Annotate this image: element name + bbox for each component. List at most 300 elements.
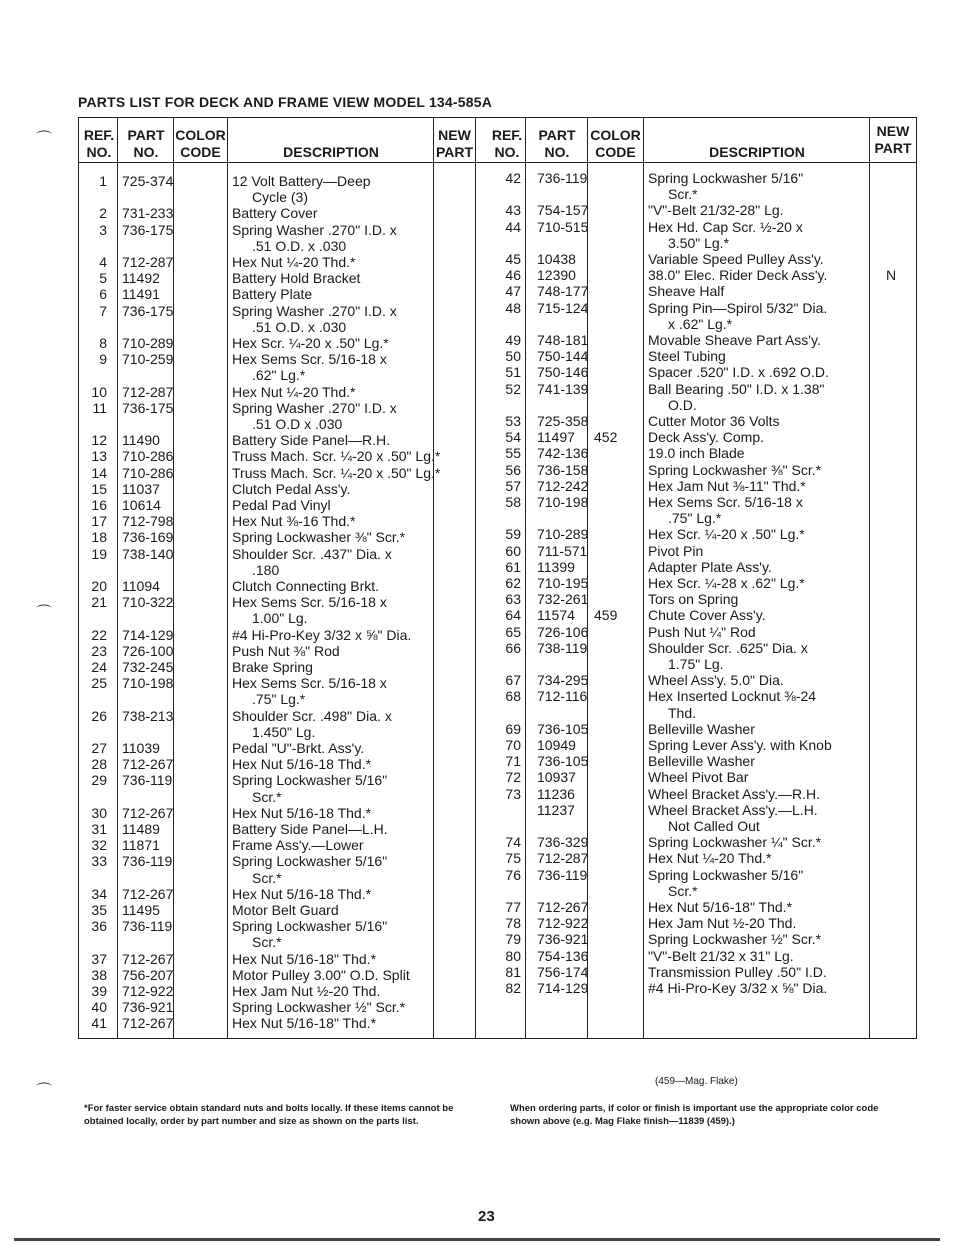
description: Hex Nut 5/16-18" Thd.*: [232, 950, 377, 967]
description: Battery Cover: [232, 205, 318, 222]
part-number: 712-922: [537, 915, 589, 932]
ref-number: 25: [91, 675, 107, 692]
part-number: 11495: [122, 902, 160, 918]
description: .51 O.D. x .030: [252, 237, 347, 254]
ref-number: 59: [505, 526, 521, 543]
part-number: 712-267: [122, 756, 174, 773]
description: Hex Hd. Cap Scr. ½-20 x: [648, 218, 803, 235]
part-number: 712-287: [122, 383, 174, 400]
part-number: 750-144: [537, 348, 589, 365]
part-number: 712-267: [122, 804, 174, 821]
part-number: 736-175: [122, 221, 174, 238]
scan-mark: ⌒: [36, 131, 53, 148]
ref-number: 22: [91, 626, 107, 643]
ref-number: 32: [91, 837, 107, 854]
ref-number: 77: [505, 899, 521, 915]
description: .51 O.D. x .030: [252, 318, 347, 335]
part-number: 736-119: [122, 853, 173, 870]
header-description: DESCRIPTION: [283, 144, 379, 160]
description: Frame Ass'y.—Lower: [232, 837, 364, 854]
ref-number: 62: [505, 575, 521, 591]
part-number: 712-287: [122, 254, 174, 270]
description: x .62" Lg.*: [668, 315, 733, 332]
part-number: 712-267: [122, 1015, 174, 1032]
part-number: 732-261: [537, 591, 589, 608]
description: Thd.: [668, 704, 697, 721]
part-number: 11490: [122, 432, 160, 449]
ref-number: 52: [505, 380, 521, 397]
part-number: 756-174: [537, 963, 589, 980]
ref-number: 57: [505, 477, 521, 494]
header-part: PART NO.: [127, 127, 165, 160]
part-number: 725-374: [122, 173, 174, 189]
ref-number: 55: [505, 445, 521, 462]
header-color: COLOR CODE: [590, 127, 641, 160]
description: Ball Bearing .50" I.D. x 1.38": [648, 380, 825, 397]
part-number: 11236: [537, 785, 575, 802]
description: 1.00" Lg.: [252, 610, 308, 627]
column-divider: [869, 118, 870, 1038]
part-number: 710-289: [122, 335, 174, 351]
description: "V"-Belt 21/32 x 31" Lg.: [648, 947, 794, 964]
part-number: 11037: [122, 480, 160, 497]
description: Hex Scr. ¼-20 x .50" Lg.*: [648, 526, 805, 543]
description: Hex Sems Scr. 5/16-18 x: [648, 494, 803, 510]
ref-number: 43: [505, 202, 521, 219]
ref-number: 31: [91, 821, 107, 837]
ref-number: 9: [99, 351, 107, 368]
description: Adapter Plate Ass'y.: [648, 558, 772, 575]
part-number: 736-921: [122, 999, 174, 1016]
part-number: 725-358: [537, 413, 589, 429]
description: Spring Lever Ass'y. with Knob: [648, 737, 832, 753]
description: Cutter Motor 36 Volts: [648, 413, 780, 429]
column-divider: [643, 118, 644, 1038]
description: Wheel Ass'y. 5.0" Dia.: [648, 672, 784, 689]
column-divider: [227, 118, 228, 1038]
ref-number: 80: [505, 947, 521, 964]
ref-number: 36: [91, 918, 107, 935]
footnote-color-ordering: When ordering parts, if color or finish is important use the appropriate color code shown above (e.g. Mag Flake finish—11839 (459).): [510, 1103, 879, 1127]
description: Truss Mach. Scr. ¼-20 x .50" Lg.*: [232, 464, 441, 481]
part-number: 12390: [537, 267, 576, 284]
color-code: 459: [594, 607, 618, 624]
ref-number: 30: [91, 804, 107, 821]
part-number: 736-105: [537, 720, 589, 737]
part-number: 10937: [537, 769, 576, 786]
ref-number: 11: [92, 399, 107, 416]
column-divider: [475, 118, 476, 1038]
ref-number: 5: [99, 270, 107, 287]
part-number: 748-181: [537, 332, 589, 348]
ref-number: 71: [505, 753, 521, 770]
description: Spring Lockwasher 5/16": [232, 918, 388, 935]
description: Shoulder Scr. .437" Dia. x: [232, 545, 392, 562]
description: Spring Lockwasher 5/16": [648, 866, 804, 883]
part-number: 736-921: [537, 931, 589, 948]
ref-number: 76: [505, 866, 521, 883]
ref-number: 50: [505, 348, 521, 365]
part-number: 738-119: [537, 639, 588, 656]
part-number: 726-100: [122, 642, 174, 659]
header-color: COLOR CODE: [175, 127, 226, 160]
ref-number: 60: [505, 542, 521, 559]
ref-number: 15: [91, 480, 107, 497]
description: #4 Hi-Pro-Key 3/32 x ⅝" Dia.: [648, 980, 828, 996]
description: Battery Side Panel—L.H.: [232, 821, 388, 837]
ref-number: 56: [505, 461, 521, 478]
part-number: 11491: [122, 286, 160, 303]
part-number: 748-177: [537, 283, 589, 300]
description: .75" Lg.*: [668, 510, 722, 527]
description: Motor Pulley 3.00" O.D. Split: [232, 966, 410, 983]
ref-number: 29: [91, 772, 107, 789]
part-number: 736-158: [537, 461, 589, 478]
description: Not Called Out: [668, 817, 760, 834]
description: #4 Hi-Pro-Key 3/32 x ⅝" Dia.: [232, 626, 412, 643]
ref-number: 75: [505, 850, 521, 867]
description: Belleville Washer: [648, 720, 755, 737]
description: Deck Ass'y. Comp.: [648, 429, 764, 446]
part-number: 710-198: [122, 675, 174, 692]
ref-number: 63: [505, 591, 521, 608]
part-number: 710-515: [537, 218, 589, 235]
description: Scr.*: [252, 788, 282, 805]
ref-number: 66: [505, 639, 521, 656]
part-number: 714-129: [122, 626, 174, 643]
description: Movable Sheave Part Ass'y.: [648, 332, 821, 348]
ref-number: 12: [91, 432, 107, 449]
description: Scr.*: [668, 186, 698, 203]
ref-number: 39: [91, 983, 107, 999]
header-new: NEW PART: [435, 127, 474, 160]
description: Scr.*: [252, 869, 282, 886]
description: Hex Inserted Locknut ⅜-24: [648, 688, 817, 705]
part-number: 712-287: [537, 850, 589, 867]
description: Push Nut ⅜" Rod: [232, 642, 340, 659]
part-number: 10949: [537, 737, 576, 753]
description: Spacer .520" I.D. x .692 O.D.: [648, 364, 829, 381]
part-number: 741-139: [537, 380, 589, 397]
part-number: 11497: [537, 429, 575, 446]
description: Spring Washer .270" I.D. x: [232, 399, 397, 416]
description: Spring Lockwasher 5/16": [232, 772, 388, 789]
ref-number: 49: [505, 332, 521, 348]
description: Brake Spring: [232, 659, 313, 675]
part-number: 11094: [122, 578, 160, 594]
ref-number: 2: [99, 205, 107, 222]
part-number: 736-105: [537, 753, 589, 770]
part-number: 738-213: [122, 707, 174, 724]
column-divider: [433, 118, 434, 1038]
ref-number: 65: [505, 623, 521, 640]
description: Spring Pin—Spirol 5/32" Dia.: [648, 299, 828, 316]
ref-number: 69: [505, 720, 521, 737]
description: O.D.: [668, 396, 697, 413]
ref-number: 78: [505, 915, 521, 932]
description: Hex Nut 5/16-18" Thd.*: [648, 899, 793, 915]
ref-number: 70: [505, 737, 521, 753]
description: Scr.*: [252, 934, 282, 951]
ref-number: 6: [99, 286, 107, 303]
part-number: 11574: [537, 607, 575, 624]
description: Cycle (3): [252, 189, 309, 206]
color-code: 452: [594, 429, 618, 446]
description: Hex Nut ⅜-16 Thd.*: [232, 513, 356, 530]
ref-number: 18: [91, 529, 107, 546]
description: Hex Nut 5/16-18 Thd.*: [232, 756, 372, 773]
part-number: 731-233: [122, 205, 174, 222]
header-divider: [79, 162, 916, 163]
part-number: 750-146: [537, 364, 589, 381]
part-number: 11237: [537, 801, 575, 818]
ref-number: 79: [505, 931, 521, 948]
header-ref: REF. NO.: [491, 127, 523, 160]
description: Transmission Pulley .50" I.D.: [648, 963, 827, 980]
description: Spring Lockwasher ½" Scr.*: [648, 931, 822, 948]
description: Hex Scr. ¼-28 x .62" Lg.*: [648, 575, 805, 591]
description: Wheel Bracket Ass'y.—R.H.: [648, 785, 821, 802]
description: Hex Sems Scr. 5/16-18 x: [232, 675, 387, 692]
scan-mark: ⌒: [36, 605, 53, 622]
description: Tors on Spring: [648, 591, 739, 608]
description: Chute Cover Ass'y.: [648, 607, 766, 624]
part-number: 736-169: [122, 529, 174, 546]
part-number: 11489: [122, 821, 160, 837]
ref-number: 44: [505, 218, 521, 235]
part-number: 712-267: [537, 899, 589, 915]
description: "V"-Belt 21/32-28" Lg.: [648, 202, 784, 219]
ref-number: 54: [505, 429, 521, 446]
ref-number: 3: [99, 221, 107, 238]
part-number: 736-175: [122, 302, 174, 319]
ref-number: 7: [99, 302, 107, 319]
part-number: 756-207: [122, 966, 174, 983]
part-number: 711-571: [537, 542, 588, 559]
header-description: DESCRIPTION: [709, 144, 805, 160]
description: Hex Scr. ¼-20 x .50" Lg.*: [232, 335, 389, 351]
description: 1.75" Lg.: [668, 655, 724, 672]
ref-number: 81: [505, 963, 521, 980]
part-number: 712-242: [537, 477, 589, 494]
ref-number: 1: [99, 173, 107, 189]
part-number: 710-289: [537, 526, 589, 543]
ref-number: 72: [505, 769, 521, 786]
column-divider: [117, 118, 118, 1038]
description: Clutch Pedal Ass'y.: [232, 480, 351, 497]
description: 1.450" Lg.: [252, 723, 316, 740]
ref-number: 19: [91, 545, 107, 562]
description: Belleville Washer: [648, 753, 755, 770]
ref-number: 46: [505, 267, 521, 284]
description: Clutch Connecting Brkt.: [232, 578, 380, 594]
description: Pedal "U"-Brkt. Ass'y.: [232, 740, 365, 756]
ref-number: 16: [91, 497, 107, 513]
description: Variable Speed Pulley Ass'y.: [648, 251, 824, 267]
part-number: 736-119: [537, 866, 588, 883]
parts-table: [78, 117, 917, 1039]
ref-number: 74: [505, 834, 521, 851]
description: Battery Plate: [232, 286, 313, 303]
part-number: 710-195: [537, 575, 589, 591]
part-number: 736-119: [122, 772, 173, 789]
new-part-flag: N: [886, 267, 897, 284]
ref-number: 14: [91, 464, 107, 481]
part-number: 736-329: [537, 834, 589, 851]
description: Hex Nut 5/16-18 Thd.*: [232, 885, 372, 902]
header-part: PART NO.: [538, 127, 576, 160]
part-number: 710-198: [537, 494, 589, 510]
description: Spring Lockwasher ⅜" Scr.*: [232, 529, 406, 546]
description: Wheel Pivot Bar: [648, 769, 749, 786]
ref-number: 47: [505, 283, 521, 300]
ref-number: 27: [91, 740, 107, 756]
part-number: 11039: [122, 740, 160, 756]
description: .62" Lg.*: [252, 367, 306, 384]
description: .51 O.D x .030: [252, 415, 343, 432]
ref-number: 33: [91, 853, 107, 870]
ref-number: 26: [91, 707, 107, 724]
ref-number: 61: [505, 558, 521, 575]
ref-number: 23: [91, 642, 107, 659]
part-number: 714-129: [537, 980, 589, 996]
ref-number: 35: [91, 902, 107, 918]
description: Hex Jam Nut ⅜-11" Thd.*: [648, 477, 806, 494]
part-number: 10438: [537, 251, 576, 267]
description: Spring Lockwasher 5/16": [232, 853, 388, 870]
ref-number: 45: [505, 251, 521, 267]
part-number: 738-140: [122, 545, 174, 562]
column-divider: [525, 118, 526, 1038]
part-number: 715-124: [537, 299, 589, 316]
ref-number: 37: [91, 950, 107, 967]
description: Spring Lockwasher 5/16": [648, 170, 804, 186]
part-number: 736-119: [122, 918, 173, 935]
ref-number: 38: [91, 966, 107, 983]
description: 19.0 inch Blade: [648, 445, 745, 462]
ref-number: 24: [91, 659, 107, 675]
description: Hex Nut 5/16-18" Thd.*: [232, 1015, 377, 1032]
description: Pivot Pin: [648, 542, 704, 559]
description: Motor Belt Guard: [232, 902, 339, 918]
description: 3.50" Lg.*: [668, 234, 730, 251]
part-number: 710-286: [122, 464, 174, 481]
header-new: NEW PART: [874, 123, 912, 156]
part-number: 754-157: [537, 202, 589, 219]
description: .180: [252, 561, 280, 578]
description: 12 Volt Battery—Deep: [232, 173, 371, 189]
scan-mark: ⌒: [36, 1083, 53, 1100]
description: Push Nut ¼" Rod: [648, 623, 756, 640]
part-number: 710-286: [122, 448, 174, 465]
part-number: 736-175: [122, 399, 174, 416]
ref-number: 48: [505, 299, 521, 316]
ref-number: 58: [505, 494, 521, 510]
description: Hex Nut ¼-20 Thd.*: [648, 850, 772, 867]
description: Hex Sems Scr. 5/16-18 x: [232, 351, 387, 368]
ref-number: 42: [505, 170, 521, 186]
part-number: 11399: [537, 558, 575, 575]
description: 38.0" Elec. Rider Deck Ass'y.: [648, 267, 828, 284]
part-number: 736-119: [537, 170, 588, 186]
description: Pedal Pad Vinyl: [232, 497, 331, 513]
part-number: 712-267: [122, 950, 174, 967]
ref-number: 13: [91, 448, 107, 465]
description: Sheave Half: [648, 283, 725, 300]
ref-number: 68: [505, 688, 521, 705]
part-number: 732-245: [122, 659, 174, 675]
part-number: 742-136: [537, 445, 589, 462]
description: Hex Nut ¼-20 Thd.*: [232, 254, 356, 270]
ref-number: 21: [91, 594, 107, 611]
ref-number: 67: [505, 672, 521, 689]
part-number: 712-267: [122, 885, 174, 902]
ref-number: 41: [91, 1015, 107, 1032]
description: Spring Washer .270" I.D. x: [232, 221, 397, 238]
ref-number: 4: [99, 254, 107, 270]
header-ref: REF. NO.: [83, 127, 115, 160]
ref-number: 28: [91, 756, 107, 773]
page-title: PARTS LIST FOR DECK AND FRAME VIEW MODEL 134-585A: [78, 94, 493, 110]
description: Hex Jam Nut ½-20 Thd.: [648, 915, 797, 932]
part-number: 712-798: [122, 513, 174, 530]
description: Scr.*: [668, 882, 698, 899]
description: Shoulder Scr. .498" Dia. x: [232, 707, 392, 724]
ref-number: 82: [505, 980, 521, 996]
footnote-standard-hardware: *For faster service obtain standard nuts and bolts locally. If these items cannot be obtained locally, order by part number and size as shown on the parts list.: [84, 1103, 454, 1127]
page-number: 23: [478, 1208, 495, 1225]
description: Spring Lockwasher ⅜" Scr.*: [648, 461, 822, 478]
description: Truss Mach. Scr. ¼-20 x .50" Lg.*: [232, 448, 441, 465]
ref-number: 64: [505, 607, 521, 624]
description: Hex Jam Nut ½-20 Thd.: [232, 983, 381, 999]
ref-number: 51: [505, 364, 521, 381]
part-number: 10614: [122, 497, 161, 513]
description: Battery Hold Bracket: [232, 270, 361, 287]
description: Battery Side Panel—R.H.: [232, 432, 390, 449]
ref-number: 73: [505, 785, 521, 802]
part-number: 734-295: [537, 672, 589, 689]
description: Shoulder Scr. .625" Dia. x: [648, 639, 808, 656]
part-number: 712-116: [537, 688, 588, 705]
ref-number: 8: [99, 335, 107, 351]
part-number: 726-106: [537, 623, 589, 640]
description: Hex Nut 5/16-18 Thd.*: [232, 804, 372, 821]
ref-number: 40: [91, 999, 107, 1016]
ref-number: 10: [91, 383, 107, 400]
bottom-rule: [14, 1238, 940, 1241]
part-number: 710-259: [122, 351, 174, 368]
ref-number: 20: [91, 578, 107, 594]
part-number: 11871: [122, 837, 160, 854]
part-number: 712-922: [122, 983, 174, 999]
description: Spring Lockwasher ¼" Scr.*: [648, 834, 822, 851]
part-number: 754-136: [537, 947, 589, 964]
description: Wheel Bracket Ass'y.—L.H.: [648, 801, 818, 818]
description: Spring Lockwasher ½" Scr.*: [232, 999, 406, 1016]
description: Hex Sems Scr. 5/16-18 x: [232, 594, 387, 611]
part-number: 11492: [122, 270, 160, 287]
description: Hex Nut ¼-20 Thd.*: [232, 383, 356, 400]
ref-number: 34: [91, 885, 107, 902]
description: Steel Tubing: [648, 348, 726, 365]
color-code-note: (459—Mag. Flake): [655, 1076, 738, 1087]
part-number: 710-322: [122, 594, 174, 611]
description: .75" Lg.*: [252, 691, 306, 708]
ref-number: 53: [505, 413, 521, 429]
description: Spring Washer .270" I.D. x: [232, 302, 397, 319]
ref-number: 17: [91, 513, 107, 530]
